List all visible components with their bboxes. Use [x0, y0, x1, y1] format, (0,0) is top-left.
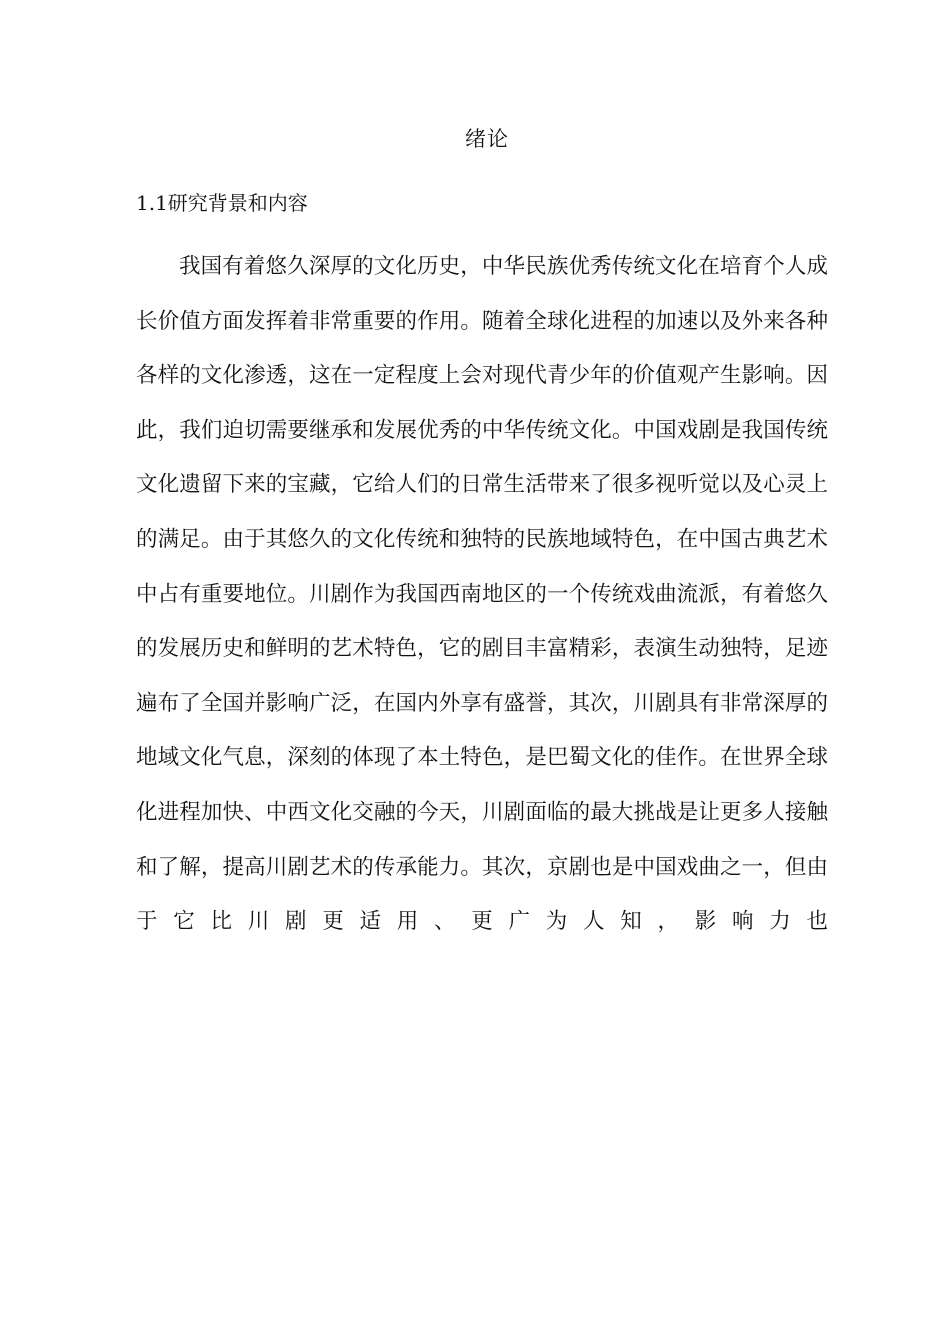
body-paragraph: 我国有着悠久深厚的文化历史，中华民族优秀传统文化在培育个人成长价值方面发挥着非常重要的作用。随着全球化进程的加速以及外来各种各样的文化渗透，这在一定程度上会对现代青少年的价值观产生影响。因此，我们迫切需要继承和发展优秀的中华传统文化。中国戏剧是我国传统文化遗留下来的宝藏，它给人们的日常生活带来了很多视听觉以及心灵上的满足。由于其悠久的文化传统和独特的民族地域特色，在中国古典艺术中占有重要地位。川剧作为我国西南地区的一个传统戏曲流派，有着悠久的发展历史和鲜明的艺术特色，它的剧目丰富精彩，表演生动独特，足迹遍布了全国并影响广泛，在国内外享有盛誉，其次，川剧具有非常深厚的地域文化气息，深刻的体现了本土特色，是巴蜀文化的佳作。在世界全球化进程加快、中西文化交融的今天，川剧面临的最大挑战是让更多人接触和了解，提高川剧艺术的传承能力。其次，京剧也是中国戏曲之一，但由于它比川剧更适用、更广为人知，影响力也: [136, 254, 828, 935]
chapter-title: 绪论: [465, 127, 509, 151]
section-heading: 1.1研究背景和内容: [136, 191, 308, 215]
